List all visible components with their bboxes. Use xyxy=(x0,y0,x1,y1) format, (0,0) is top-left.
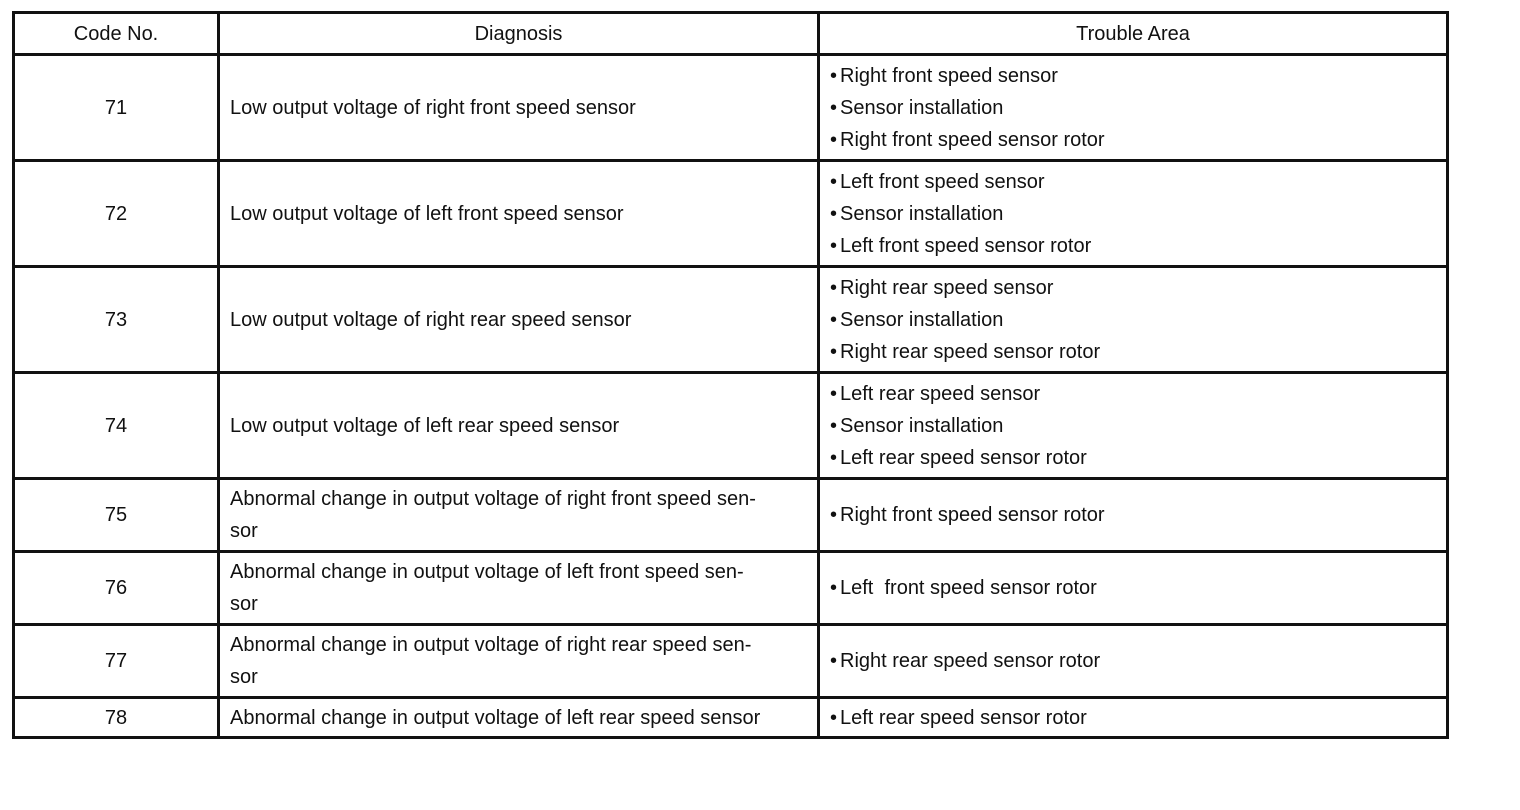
trouble-area-item xyxy=(830,60,1446,92)
bullet-icon: • xyxy=(830,276,838,299)
trouble-area-text: Sensor installation xyxy=(840,308,1004,331)
trouble-area-cell xyxy=(819,625,1448,698)
code-cell: 75 xyxy=(14,479,219,552)
trouble-area-cell xyxy=(819,267,1448,373)
bullet-icon: • xyxy=(830,128,838,151)
header-code-no: Code No. xyxy=(14,13,219,55)
table-row xyxy=(14,698,1448,738)
trouble-area-item xyxy=(830,124,1446,156)
table-row xyxy=(14,267,1448,373)
trouble-area-text: Right rear speed sensor rotor xyxy=(840,650,1101,672)
trouble-area-text: Right rear speed sensor rotor xyxy=(840,340,1101,363)
trouble-area-item xyxy=(830,499,1446,531)
diagnosis-cell xyxy=(219,479,819,552)
trouble-area-cell xyxy=(819,373,1448,479)
trouble-area-item xyxy=(830,272,1446,304)
code-cell: 72 xyxy=(14,161,219,267)
trouble-area-item xyxy=(830,336,1446,368)
trouble-area-text: Sensor installation xyxy=(840,96,1004,119)
trouble-area-text: Right rear speed sensor xyxy=(840,276,1054,299)
table-row xyxy=(14,373,1448,479)
trouble-area-item xyxy=(830,378,1446,410)
header-diagnosis: Diagnosis xyxy=(219,13,819,55)
trouble-area-text: Left front speed sensor xyxy=(840,170,1045,193)
table-row xyxy=(14,55,1448,161)
bullet-icon: • xyxy=(830,234,838,257)
trouble-area-text: Sensor installation xyxy=(840,414,1004,437)
trouble-area-text: Right front speed sensor rotor xyxy=(840,504,1105,526)
trouble-area-cell xyxy=(819,552,1448,625)
trouble-area-item xyxy=(830,442,1446,474)
trouble-area-item xyxy=(830,572,1446,604)
diagnosis-line: sor xyxy=(230,666,258,688)
trouble-area-text: Left rear speed sensor rotor xyxy=(840,446,1087,469)
header-trouble-area: Trouble Area xyxy=(819,13,1448,55)
diagnosis-cell: Low output voltage of left front speed sensor xyxy=(219,161,819,267)
trouble-area-text: Right front speed sensor xyxy=(840,64,1058,87)
bullet-icon: • xyxy=(830,706,838,729)
trouble-area-cell xyxy=(819,55,1448,161)
bullet-icon: • xyxy=(830,64,838,87)
bullet-icon: • xyxy=(830,382,838,405)
bullet-icon: • xyxy=(830,414,838,437)
trouble-area-cell xyxy=(819,161,1448,267)
diagnosis-cell: Low output voltage of left rear speed sensor xyxy=(219,373,819,479)
trouble-area-item xyxy=(830,304,1446,336)
diagnosis-line: Abnormal change in output voltage of right rear speed sen- xyxy=(230,634,752,656)
trouble-area-item xyxy=(830,410,1446,442)
code-cell: 73 xyxy=(14,267,219,373)
trouble-area-cell xyxy=(819,479,1448,552)
diagnosis-line: sor xyxy=(230,520,258,542)
table-row xyxy=(14,161,1448,267)
trouble-area-cell xyxy=(819,698,1448,738)
bullet-icon: • xyxy=(830,504,838,526)
bullet-icon: • xyxy=(830,340,838,363)
diagnosis-cell xyxy=(219,625,819,698)
trouble-area-item xyxy=(830,230,1446,262)
trouble-area-text: Left front speed sensor rotor xyxy=(840,577,1097,599)
diagnostic-code-table xyxy=(12,11,1449,739)
code-cell: 76 xyxy=(14,552,219,625)
trouble-area-item xyxy=(830,166,1446,198)
code-cell: 78 xyxy=(14,698,219,738)
trouble-area-item xyxy=(830,702,1446,734)
trouble-area-text: Left front speed sensor rotor xyxy=(840,234,1092,257)
diagnosis-line: Abnormal change in output voltage of right front speed sen- xyxy=(230,488,756,510)
table-row xyxy=(14,625,1448,698)
header-row xyxy=(14,13,1448,55)
diagnosis-cell xyxy=(219,552,819,625)
trouble-area-item xyxy=(830,92,1446,124)
bullet-icon: • xyxy=(830,202,838,225)
trouble-area-text: Left rear speed sensor rotor xyxy=(840,706,1087,729)
diagnosis-line: sor xyxy=(230,593,258,615)
diagnosis-cell: Low output voltage of right rear speed sensor xyxy=(219,267,819,373)
code-cell: 74 xyxy=(14,373,219,479)
bullet-icon: • xyxy=(830,446,838,469)
diagnosis-cell: Abnormal change in output voltage of left rear speed sensor xyxy=(219,698,819,738)
code-cell: 77 xyxy=(14,625,219,698)
bullet-icon: • xyxy=(830,308,838,331)
bullet-icon: • xyxy=(830,577,838,599)
bullet-icon: • xyxy=(830,170,838,193)
diagnosis-cell: Low output voltage of right front speed sensor xyxy=(219,55,819,161)
trouble-area-item xyxy=(830,645,1446,677)
trouble-area-item xyxy=(830,198,1446,230)
table-row xyxy=(14,479,1448,552)
trouble-area-text: Sensor installation xyxy=(840,202,1004,225)
diagnosis-line: Abnormal change in output voltage of left front speed sen- xyxy=(230,561,744,583)
bullet-icon: • xyxy=(830,96,838,119)
trouble-area-text: Right front speed sensor rotor xyxy=(840,128,1105,151)
bullet-icon: • xyxy=(830,650,838,672)
trouble-area-text: Left rear speed sensor xyxy=(840,382,1041,405)
table-row xyxy=(14,552,1448,625)
code-cell: 71 xyxy=(14,55,219,161)
